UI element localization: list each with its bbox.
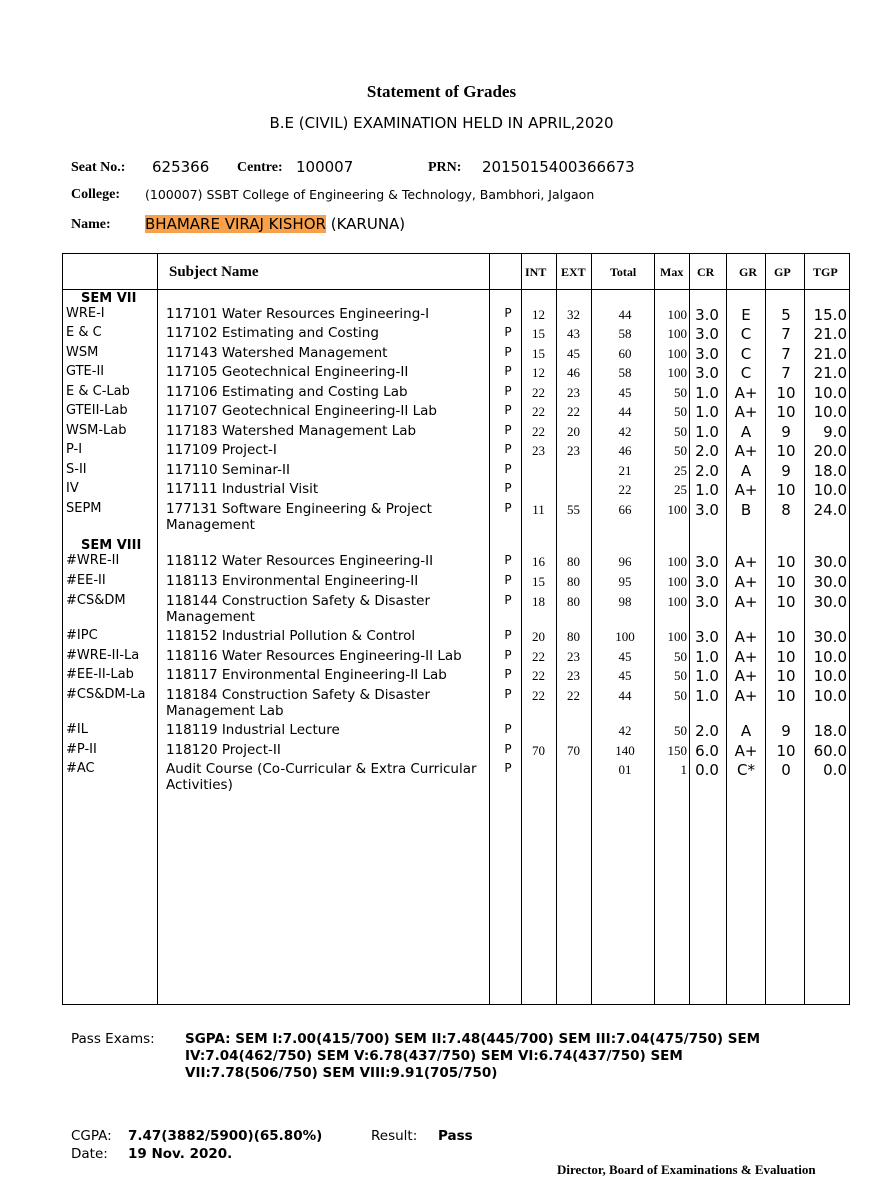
sgpa-line-3: VII:7.78(506/750) SEM VIII:9.91(705/750) [185,1065,498,1081]
ext-marks: 22 [567,688,580,703]
col-total-header: Total [610,264,637,279]
total-marks: 21 [618,463,632,478]
student-name: BHAMARE VIRAJ KISHOR [145,215,326,233]
total-grade-points: 30.0 [813,553,847,571]
result-value: Pass [438,1128,473,1144]
ext-marks: 23 [567,443,580,458]
subject-name: 117107 Geotechnical Engineering-II Lab [166,403,437,419]
grade: C* [737,761,755,779]
int-marks: 20 [532,629,545,644]
grade: A+ [734,687,758,705]
grade: A+ [734,442,758,460]
grade-points: 10 [776,442,796,460]
total-grade-points: 21.0 [813,364,847,382]
credits: 1.0 [695,403,719,421]
total-marks: 95 [618,574,632,589]
subject-code: #IL [66,722,88,737]
pass-flag: P [504,384,512,398]
subject-name: 117109 Project-I [166,442,277,458]
total-marks: 98 [618,594,632,609]
grade-points: 10 [776,403,796,421]
grade-points: 10 [776,742,796,760]
credits: 1.0 [695,667,719,685]
subject-name: 118116 Water Resources Engineering-II Lab [166,648,462,664]
seat-number: 625366 [152,158,210,176]
grades-table [62,253,850,1005]
ext-marks: 80 [567,574,580,589]
total-marks: 140 [615,743,635,758]
pass-flag: P [504,325,512,339]
grade-points: 7 [781,345,791,363]
subject-code: GTEII-Lab [66,403,128,418]
grade-points: 0 [781,761,791,779]
total-grade-points: 30.0 [813,593,847,611]
total-marks: 01 [618,762,632,777]
grade-points: 10 [776,667,796,685]
max-marks: 50 [674,649,687,664]
centre-label: Centre: [237,160,283,175]
subject-name: Audit Course (Co-Curricular & Extra Curricular Activities) [166,761,477,793]
prn-number: 2015015400366673 [482,158,635,176]
ext-marks: 80 [567,554,580,569]
exam-subtitle: B.E (CIVIL) EXAMINATION HELD IN APRIL,2020 [269,114,614,132]
credits: 1.0 [695,481,719,499]
total-grade-points: 9.0 [823,423,847,441]
credits: 1.0 [695,687,719,705]
grade: A+ [734,667,758,685]
max-marks: 100 [667,365,687,380]
subject-code: GTE-II [66,364,105,379]
grade-points: 7 [781,364,791,382]
subject-code: #EE-II-Lab [66,667,134,682]
grade: A [740,462,752,480]
total-marks: 45 [618,385,632,400]
grade-points: 10 [776,687,796,705]
college-name: (100007) SSBT College of Engineering & Technology, Bambhori, Jalgaon [145,187,595,202]
int-marks: 18 [532,594,545,609]
credits: 3.0 [695,325,719,343]
sgpa-line-2: IV:7.04(462/750) SEM V:6.78(437/750) SEM VI:6.74(437/750) SEM [185,1048,683,1064]
pass-flag: P [504,306,512,320]
col-gr-header: GR [739,264,757,279]
max-marks: 100 [667,629,687,644]
subject-code: WSM [66,345,99,360]
total-grade-points: 10.0 [813,481,847,499]
total-marks: 45 [618,668,632,683]
total-grade-points: 10.0 [813,403,847,421]
ext-marks: 55 [567,502,580,517]
subject-code: #P-II [66,742,97,757]
centre-number: 100007 [296,158,354,176]
total-grade-points: 10.0 [813,648,847,666]
col-subject-header: Subject Name [169,263,259,280]
subject-code: #WRE-II-La [66,648,140,663]
int-marks: 15 [532,574,545,589]
subject-name: 117106 Estimating and Costing Lab [166,384,408,400]
student-name-line [145,215,405,233]
max-marks: 50 [674,443,687,458]
subject-name: 118113 Environmental Engineering-II [166,573,419,589]
subject-name: 117105 Geotechnical Engineering-II [166,364,409,380]
total-grade-points: 60.0 [813,742,847,760]
ext-marks: 22 [567,404,580,419]
date-value: 19 Nov. 2020. [128,1146,233,1162]
int-marks: 23 [532,443,545,458]
max-marks: 100 [667,307,687,322]
pass-flag: P [504,648,512,662]
date-label: Date: [71,1146,108,1162]
max-marks: 100 [667,554,687,569]
col-gp-header: GP [774,264,791,279]
subject-code: WRE-I [66,306,105,321]
int-marks: 12 [532,307,545,322]
grade-points: 9 [781,423,791,441]
ext-marks: 23 [567,668,580,683]
subject-code: P-I [66,442,83,457]
col-cr-header: CR [697,264,715,279]
grade: A+ [734,403,758,421]
max-marks: 50 [674,385,687,400]
max-marks: 50 [674,404,687,419]
int-marks: 22 [532,385,545,400]
pass-flag: P [504,423,512,437]
subject-code: #IPC [66,628,98,643]
subject-name: 117143 Watershed Management [166,345,388,361]
subject-name: 118120 Project-II [166,742,281,758]
credits: 3.0 [695,553,719,571]
max-marks: 100 [667,502,687,517]
total-marks: 42 [618,723,632,738]
max-marks: 50 [674,688,687,703]
credits: 3.0 [695,501,719,519]
max-marks: 100 [667,594,687,609]
pass-flag: P [504,462,512,476]
pass-flag: P [504,553,512,567]
ext-marks: 32 [567,307,580,322]
grade-points: 10 [776,593,796,611]
subject-name: 118144 Construction Safety & Disaster Management [166,593,431,625]
ext-marks: 70 [567,743,580,758]
int-marks: 11 [532,502,545,517]
subject-code: #WRE-II [66,553,120,568]
subject-name: 177131 Software Engineering & Project Management [166,501,432,533]
sem8-heading: SEM VIII [81,538,142,553]
total-grade-points: 15.0 [813,306,847,324]
college-label: College: [71,187,120,202]
total-marks: 44 [618,404,632,419]
total-marks: 46 [618,443,632,458]
grade-points: 7 [781,325,791,343]
total-marks: 22 [618,482,632,497]
total-grade-points: 21.0 [813,325,847,343]
credits: 2.0 [695,442,719,460]
max-marks: 100 [667,326,687,341]
total-grade-points: 18.0 [813,722,847,740]
int-marks: 15 [532,346,545,361]
grade: A+ [734,384,758,402]
total-grade-points: 10.0 [813,667,847,685]
total-marks: 60 [618,346,632,361]
subject-name: 118117 Environmental Engineering-II Lab [166,667,447,683]
pass-flag: P [504,761,512,775]
credits: 3.0 [695,345,719,363]
grade: A+ [734,593,758,611]
subject-name: 117110 Seminar-II [166,462,290,478]
col-divider [489,254,490,1004]
credits: 3.0 [695,306,719,324]
max-marks: 25 [674,482,687,497]
grade: A [740,423,752,441]
grade: A [740,722,752,740]
int-marks: 22 [532,688,545,703]
int-marks: 22 [532,668,545,683]
pass-exams-label: Pass Exams: [71,1031,155,1047]
pass-flag: P [504,593,512,607]
credits: 3.0 [695,628,719,646]
pass-flag: P [504,481,512,495]
grade-points: 5 [781,306,791,324]
max-marks: 25 [674,463,687,478]
subject-name: 118184 Construction Safety & Disaster Management Lab [166,687,431,719]
grade-points: 10 [776,573,796,591]
subject-code: #EE-II [66,573,106,588]
pass-flag: P [504,667,512,681]
grade: A+ [734,628,758,646]
pass-flag: P [504,628,512,642]
credits: 3.0 [695,573,719,591]
prn-label: PRN: [428,160,462,175]
grade: A+ [734,553,758,571]
pass-flag: P [504,442,512,456]
col-tgp-header: TGP [813,264,838,279]
subject-name: 117183 Watershed Management Lab [166,423,417,439]
grade: A+ [734,742,758,760]
grade-points: 8 [781,501,791,519]
grade-points: 9 [781,722,791,740]
col-max-header: Max [660,264,684,279]
mother-name: (KARUNA) [330,215,406,233]
grade-points: 10 [776,481,796,499]
total-grade-points: 20.0 [813,442,847,460]
credits: 0.0 [695,761,719,779]
max-marks: 50 [674,723,687,738]
total-grade-points: 10.0 [813,687,847,705]
subject-name: 118112 Water Resources Engineering-II [166,553,434,569]
ext-marks: 45 [567,346,580,361]
seat-label: Seat No.: [71,160,126,175]
pass-flag: P [504,573,512,587]
cgpa-value: 7.47(3882/5900)(65.80%) [128,1128,323,1144]
total-grade-points: 0.0 [823,761,847,779]
total-grade-points: 30.0 [813,628,847,646]
total-grade-points: 30.0 [813,573,847,591]
ext-marks: 43 [567,326,580,341]
grade: C [740,345,752,363]
subject-name: 118119 Industrial Lecture [166,722,340,738]
ext-marks: 20 [567,424,580,439]
int-marks: 22 [532,404,545,419]
subject-code: #AC [66,761,95,776]
credits: 2.0 [695,722,719,740]
page-title: Statement of Grades [366,82,517,101]
grade: E [741,306,751,324]
signatory: Director, Board of Examinations & Evaluation [557,1162,816,1177]
int-marks: 70 [532,743,545,758]
grade-points: 9 [781,462,791,480]
grade: A+ [734,573,758,591]
max-marks: 50 [674,424,687,439]
subject-code: S-II [66,462,87,477]
subject-name: 117102 Estimating and Costing [166,325,379,341]
credits: 1.0 [695,648,719,666]
credits: 1.0 [695,423,719,441]
grade: B [740,501,752,519]
ext-marks: 23 [567,385,580,400]
sgpa-line-1: SGPA: SEM I:7.00(415/700) SEM II:7.48(445/700) SEM III:7.04(475/750) SEM [185,1031,761,1047]
ext-marks: 46 [567,365,580,380]
ext-marks: 80 [567,594,580,609]
max-marks: 100 [667,574,687,589]
total-grade-points: 24.0 [813,501,847,519]
credits: 1.0 [695,384,719,402]
grade: A+ [734,481,758,499]
pass-flag: P [504,742,512,756]
col-int-header: INT [525,264,547,279]
max-marks: 150 [667,743,687,758]
pass-flag: P [504,687,512,701]
int-marks: 16 [532,554,545,569]
total-marks: 44 [618,688,632,703]
grade-points: 10 [776,628,796,646]
int-marks: 12 [532,365,545,380]
grade-points: 10 [776,553,796,571]
total-marks: 45 [618,649,632,664]
total-grade-points: 18.0 [813,462,847,480]
grade-points: 10 [776,648,796,666]
int-marks: 15 [532,326,545,341]
grade: C [740,364,752,382]
grade: C [740,325,752,343]
pass-flag: P [504,345,512,359]
total-marks: 42 [618,424,632,439]
int-marks: 22 [532,424,545,439]
grade-points: 10 [776,384,796,402]
subject-code: SEPM [66,501,102,516]
total-grade-points: 21.0 [813,345,847,363]
grade: A+ [734,648,758,666]
ext-marks: 23 [567,649,580,664]
credits: 3.0 [695,593,719,611]
int-marks: 22 [532,649,545,664]
cgpa-label: CGPA: [71,1128,112,1144]
result-label: Result: [371,1128,418,1144]
sem7-heading: SEM VII [81,291,137,306]
subject-name: 117111 Industrial Visit [166,481,319,497]
subject-code: WSM-Lab [66,423,127,438]
subject-code: E & C [66,325,102,340]
max-marks: 100 [667,346,687,361]
subject-code: #CS&DM-La [66,687,146,702]
subject-name: 118152 Industrial Pollution & Control [166,628,416,644]
ext-marks: 80 [567,629,580,644]
total-grade-points: 10.0 [813,384,847,402]
total-marks: 58 [618,326,632,341]
total-marks: 44 [618,307,632,322]
subject-code: #CS&DM [66,593,126,608]
subject-code: IV [66,481,79,496]
pass-flag: P [504,403,512,417]
pass-flag: P [504,364,512,378]
pass-flag: P [504,501,512,515]
pass-flag: P [504,722,512,736]
credits: 2.0 [695,462,719,480]
total-marks: 100 [615,629,635,644]
col-divider [157,254,158,1004]
total-marks: 66 [618,502,632,517]
total-marks: 96 [618,554,632,569]
name-label: Name: [71,217,111,232]
subject-name: 117101 Water Resources Engineering-I [166,306,430,322]
credits: 3.0 [695,364,719,382]
total-marks: 58 [618,365,632,380]
subject-code: E & C-Lab [66,384,130,399]
max-marks: 1 [680,762,687,777]
col-ext-header: EXT [561,264,586,279]
credits: 6.0 [695,742,719,760]
max-marks: 50 [674,668,687,683]
